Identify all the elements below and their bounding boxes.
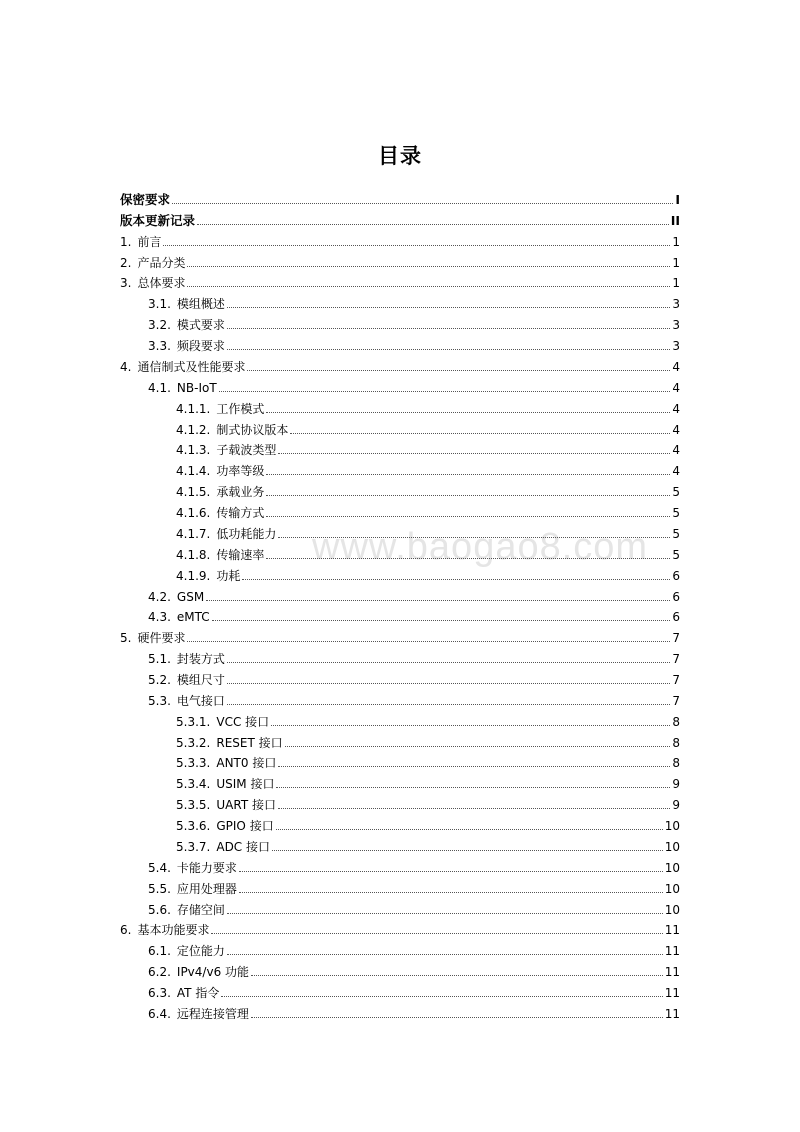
toc-dot-leader bbox=[290, 433, 670, 434]
toc-entry-number: 5.4. bbox=[148, 860, 171, 875]
toc-entry-page-number: 7 bbox=[672, 673, 680, 687]
toc-entry-page-number: 4 bbox=[672, 359, 680, 374]
toc-entry-page-number: 10 bbox=[664, 902, 680, 917]
toc-entry[interactable] bbox=[120, 188, 680, 208]
toc-entry-label: USIM 接口 bbox=[216, 777, 275, 792]
toc-entry-label: 承载业务 bbox=[216, 485, 265, 500]
toc-dot-leader bbox=[219, 391, 671, 392]
toc-entry-number: 6.2. bbox=[148, 965, 171, 980]
toc-entry-label: GPIO 接口 bbox=[216, 819, 274, 834]
toc-entry-page-number: 3 bbox=[672, 318, 680, 333]
toc-entry-number: 5.3.2. bbox=[176, 735, 211, 750]
toc-entry[interactable] bbox=[120, 355, 680, 375]
toc-dot-leader bbox=[247, 370, 670, 371]
toc-dot-leader bbox=[278, 453, 670, 454]
toc-entry[interactable] bbox=[176, 564, 680, 584]
toc-entry-page-number: 7 bbox=[672, 652, 680, 667]
toc-entry[interactable] bbox=[176, 751, 680, 771]
toc-dot-leader bbox=[272, 850, 663, 851]
toc-entry-label: VCC 接口 bbox=[216, 714, 270, 729]
toc-entry[interactable] bbox=[148, 292, 680, 312]
toc-entry-page-number: 7 bbox=[672, 693, 680, 708]
toc-entry-label: IPv4/v6 功能 bbox=[176, 965, 250, 980]
toc-entry-page-number: 6 bbox=[672, 568, 680, 583]
toc-entry-label: 总体要求 bbox=[137, 276, 186, 291]
toc-dot-leader bbox=[227, 349, 670, 350]
toc-entry[interactable] bbox=[148, 668, 680, 688]
toc-dot-leader bbox=[221, 996, 662, 997]
toc-dot-leader bbox=[227, 913, 663, 914]
toc-entry[interactable] bbox=[148, 605, 680, 625]
toc-dot-leader bbox=[239, 892, 663, 893]
toc-entry-number: 5.3.7. bbox=[176, 839, 211, 854]
toc-entry-number: 4.1.8. bbox=[176, 547, 211, 562]
toc-entry[interactable] bbox=[148, 960, 680, 980]
toc-entry[interactable] bbox=[148, 376, 680, 396]
toc-entry-label: RESET 接口 bbox=[216, 735, 283, 750]
toc-entry-page-number: 8 bbox=[672, 735, 680, 750]
toc-entry[interactable] bbox=[148, 313, 680, 333]
toc-entry-number: 5.3.4. bbox=[176, 777, 211, 792]
toc-entry-page-number: 9 bbox=[672, 777, 680, 792]
toc-entry-label: 卡能力要求 bbox=[176, 860, 237, 875]
toc-entry[interactable] bbox=[176, 397, 680, 417]
toc-entry-page-number: 11 bbox=[664, 1006, 680, 1021]
toc-entry-page-number: 4 bbox=[672, 422, 680, 437]
toc-dot-leader bbox=[266, 558, 670, 559]
toc-entry-number: 5.5. bbox=[148, 881, 171, 896]
toc-entry-page-number: 4 bbox=[672, 401, 680, 416]
toc-entry-page-number: 1 bbox=[672, 255, 680, 270]
toc-entry-page-number: 10 bbox=[664, 819, 680, 834]
toc-entry-label: 制式协议版本 bbox=[216, 422, 289, 437]
toc-dot-leader bbox=[242, 579, 670, 580]
toc-dot-leader bbox=[211, 933, 662, 934]
toc-entry-page-number: 6 bbox=[672, 589, 680, 604]
toc-entry-page-number: 1 bbox=[672, 234, 680, 249]
toc-entry-page-number: 11 bbox=[664, 923, 680, 938]
toc-entry-page-number: 8 bbox=[672, 714, 680, 729]
toc-entry-number: 1. bbox=[120, 234, 132, 249]
toc-entry-label: 应用处理器 bbox=[176, 881, 237, 896]
toc-entry-label: 通信制式及性能要求 bbox=[137, 359, 246, 374]
toc-entry[interactable] bbox=[176, 480, 680, 500]
toc-entry-label: 硬件要求 bbox=[137, 631, 186, 646]
toc-entry-page-number: 11 bbox=[664, 944, 680, 959]
toc-entry[interactable] bbox=[176, 438, 680, 458]
toc-dot-leader bbox=[227, 307, 670, 308]
toc-dot-leader bbox=[227, 662, 670, 663]
toc-entry-page-number: 10 bbox=[664, 860, 680, 875]
toc-dot-leader bbox=[187, 641, 670, 642]
toc-entry[interactable] bbox=[148, 585, 680, 605]
toc-dot-leader bbox=[172, 203, 673, 204]
toc-entry[interactable] bbox=[176, 814, 680, 834]
toc-entry[interactable] bbox=[148, 877, 680, 897]
toc-entry-page-number: 5 bbox=[672, 506, 680, 521]
toc-entry-number: 3.3. bbox=[148, 339, 171, 354]
toc-entry-number: 4.1.5. bbox=[176, 485, 211, 500]
toc-entry-label: 基本功能要求 bbox=[137, 923, 210, 938]
toc-dot-leader bbox=[227, 328, 670, 329]
toc-entry-label: GSM bbox=[176, 589, 205, 604]
toc-entry-number: 5.6. bbox=[148, 902, 171, 917]
toc-entry-label: 版本更新记录 bbox=[120, 212, 196, 228]
toc-entry[interactable] bbox=[120, 918, 680, 938]
toc-entry[interactable] bbox=[176, 710, 680, 730]
toc-dot-leader bbox=[163, 245, 670, 246]
toc-dot-leader bbox=[206, 600, 670, 601]
toc-entry-label: eMTC bbox=[176, 610, 210, 625]
toc-entry-page-number: 3 bbox=[672, 339, 680, 354]
toc-entry-label: 定位能力 bbox=[176, 944, 225, 959]
toc-dot-leader bbox=[239, 871, 663, 872]
toc-entry-label: 工作模式 bbox=[216, 401, 265, 416]
toc-entry-label: 功耗 bbox=[216, 568, 241, 583]
toc-entry-label: 保密要求 bbox=[120, 192, 171, 207]
toc-entry-page-number: 1 bbox=[672, 276, 680, 291]
toc-entry-label: 频段要求 bbox=[176, 339, 225, 354]
toc-entry-number: 4. bbox=[120, 359, 132, 374]
toc-entry-page-number: I bbox=[675, 192, 680, 207]
toc-entry-page-number: 4 bbox=[672, 443, 680, 458]
toc-entry-number: 5.3.6. bbox=[176, 819, 211, 834]
toc-entry-page-number: 10 bbox=[664, 839, 680, 854]
toc-dot-leader bbox=[251, 1017, 663, 1018]
toc-dot-leader bbox=[276, 787, 670, 788]
toc-entry-number: 3. bbox=[120, 276, 132, 291]
toc-entry-number: 6. bbox=[120, 923, 132, 938]
toc-entry-label: 子载波类型 bbox=[216, 443, 277, 458]
toc-entry-page-number: 5 bbox=[672, 526, 680, 541]
toc-entry-page-number: 5 bbox=[672, 547, 680, 562]
toc-dot-leader bbox=[278, 766, 670, 767]
toc-entry-label: 传输方式 bbox=[216, 506, 265, 521]
toc-entry-label: 模组尺寸 bbox=[176, 673, 225, 687]
toc-entry-label: 存储空间 bbox=[176, 902, 225, 917]
toc-entry-label: AT 指令 bbox=[176, 986, 220, 1001]
toc-entry-number: 4.1.7. bbox=[176, 526, 211, 541]
toc-entry-page-number: 8 bbox=[672, 756, 680, 771]
toc-dot-leader bbox=[271, 725, 670, 726]
toc-entry-number: 3.1. bbox=[148, 297, 171, 312]
toc-entry[interactable] bbox=[148, 898, 680, 918]
toc-entry[interactable] bbox=[176, 418, 680, 438]
toc-dot-leader bbox=[212, 620, 671, 621]
page-title: 目录 bbox=[378, 144, 422, 168]
toc-entry-page-number: 5 bbox=[672, 485, 680, 500]
toc-entry[interactable] bbox=[176, 772, 680, 792]
toc-entry-number: 4.1.6. bbox=[176, 506, 211, 521]
toc-dot-leader bbox=[266, 516, 670, 517]
toc-entry-number: 6.3. bbox=[148, 986, 171, 1001]
toc-dot-leader bbox=[266, 474, 670, 475]
watermark-text: www.baogao8.com bbox=[312, 526, 649, 568]
toc-entry-number: 4.1. bbox=[148, 380, 171, 395]
toc-entry-number: 2. bbox=[120, 255, 132, 270]
toc-entry-page-number: II bbox=[670, 212, 680, 228]
toc-entry-page-number: 4 bbox=[672, 464, 680, 479]
toc-entry-number: 4.3. bbox=[148, 610, 171, 625]
toc-entry[interactable] bbox=[176, 731, 680, 751]
toc-entry-number: 6.1. bbox=[148, 944, 171, 959]
toc-entry-label: 远程连接管理 bbox=[176, 1006, 249, 1021]
toc-entry-number: 5.2. bbox=[148, 673, 171, 687]
toc-entry-page-number: 10 bbox=[664, 881, 680, 896]
toc-entry-number: 3.2. bbox=[148, 318, 171, 333]
toc-entry-page-number: 6 bbox=[672, 610, 680, 625]
toc-entry-label: 功率等级 bbox=[216, 464, 265, 479]
toc-entry-label: 低功耗能力 bbox=[216, 526, 277, 541]
toc-entry[interactable] bbox=[120, 230, 680, 250]
toc-entry[interactable] bbox=[148, 1002, 680, 1022]
toc-entry[interactable] bbox=[176, 793, 680, 813]
toc-entry[interactable] bbox=[120, 271, 680, 291]
toc-entry-number: 4.1.9. bbox=[176, 568, 211, 583]
toc-entry-number: 4.1.1. bbox=[176, 401, 211, 416]
toc-entry-label: 封装方式 bbox=[176, 652, 225, 667]
toc-dot-leader bbox=[197, 224, 669, 225]
toc-entry-label: ANT0 接口 bbox=[216, 756, 277, 771]
toc-entry-number: 4.1.2. bbox=[176, 422, 211, 437]
toc-entry[interactable] bbox=[148, 334, 680, 354]
toc-entry-number: 5. bbox=[120, 631, 132, 646]
toc-entry-label: 产品分类 bbox=[137, 255, 186, 270]
toc-entry-number: 4.1.3. bbox=[176, 443, 211, 458]
toc-dot-leader bbox=[227, 683, 670, 684]
toc-entry-number: 5.3.1. bbox=[176, 714, 211, 729]
toc-entry[interactable] bbox=[176, 501, 680, 521]
toc-entry-number: 5.3.5. bbox=[176, 798, 211, 813]
toc-dot-leader bbox=[278, 537, 670, 538]
toc-entry-page-number: 9 bbox=[672, 798, 680, 813]
toc-entry[interactable] bbox=[148, 981, 680, 1001]
toc-entry[interactable] bbox=[148, 647, 680, 667]
toc-entry[interactable] bbox=[176, 835, 680, 855]
toc-entry-label: UART 接口 bbox=[216, 798, 276, 813]
toc-dot-leader bbox=[285, 746, 671, 747]
toc-entry[interactable] bbox=[176, 543, 680, 563]
toc-entry-label: 传输速率 bbox=[216, 547, 265, 562]
toc-dot-leader bbox=[187, 286, 670, 287]
toc-entry-label: NB-IoT bbox=[176, 380, 217, 395]
toc-entry-label: 模组概述 bbox=[176, 297, 225, 312]
toc-entry[interactable] bbox=[120, 251, 680, 271]
toc-entry-number: 5.3. bbox=[148, 693, 171, 708]
toc-entry-page-number: 11 bbox=[664, 965, 680, 980]
toc-entry-page-number: 11 bbox=[664, 986, 680, 1001]
toc-entry-number: 5.1. bbox=[148, 652, 171, 667]
toc-entry-number: 5.3.3. bbox=[176, 756, 211, 771]
toc-dot-leader bbox=[187, 266, 670, 267]
toc-entry[interactable] bbox=[120, 209, 680, 229]
toc-entry-label: 电气接口 bbox=[176, 693, 225, 708]
toc-entry[interactable] bbox=[120, 626, 680, 646]
toc-dot-leader bbox=[276, 829, 663, 830]
toc-entry-label: 模式要求 bbox=[176, 318, 225, 333]
toc-dot-leader bbox=[227, 704, 670, 705]
toc-entry[interactable] bbox=[148, 939, 680, 959]
toc-dot-leader bbox=[266, 495, 670, 496]
toc-entry-number: 4.2. bbox=[148, 589, 171, 604]
toc-dot-leader bbox=[227, 954, 663, 955]
toc-dot-leader bbox=[266, 412, 670, 413]
toc-entry[interactable] bbox=[148, 856, 680, 876]
toc-entry-page-number: 7 bbox=[672, 631, 680, 646]
toc-entry[interactable] bbox=[176, 522, 680, 542]
toc-entry-number: 6.4. bbox=[148, 1006, 171, 1021]
toc-entry-label: ADC 接口 bbox=[216, 839, 271, 854]
toc-entry[interactable] bbox=[176, 459, 680, 479]
toc-entry[interactable] bbox=[148, 689, 680, 709]
toc-dot-leader bbox=[278, 808, 670, 809]
toc-entry-number: 4.1.4. bbox=[176, 464, 211, 479]
toc-entry-page-number: 4 bbox=[672, 380, 680, 395]
toc-entry-page-number: 3 bbox=[672, 297, 680, 312]
toc-dot-leader bbox=[251, 975, 663, 976]
toc-entry-label: 前言 bbox=[137, 234, 162, 249]
